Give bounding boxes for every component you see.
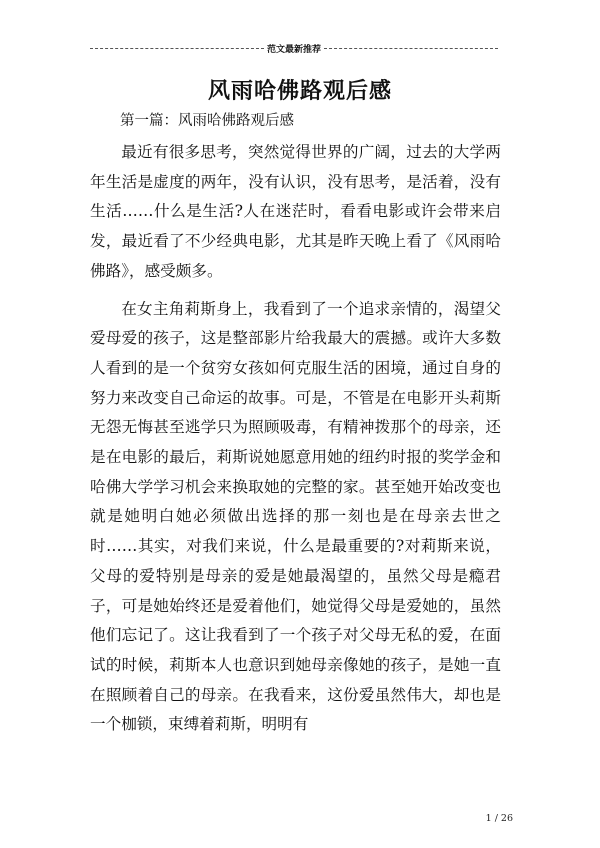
page-header	[90, 42, 498, 54]
document-body	[90, 138, 501, 740]
header-divider-right	[324, 48, 498, 49]
document-title: 风雨哈佛路观后感	[207, 78, 392, 104]
paragraph: 最近有很多思考，突然觉得世界的广阔，过去的大学两年生活是虚度的两年，没有认识，没有思考，是活着，没有生活……什么是生活?人在迷茫时，看看电影或许会带来启发，最近看了不少经典电影，尤其是昨天晚上看了《风雨哈佛路》，感受颇多。	[90, 143, 501, 280]
header-label: 范文最新推荐	[267, 44, 322, 55]
paragraph: 在女主角莉斯身上，我看到了一个追求亲情的，渴望父爱母爱的孩子，这是整部影片给我最大的震撼。或许大多数人看到的是一个贫穷女孩如何克服生活的困境，通过自身的努力来改变自己命运的故事。可是，不管是在电影开头莉斯无怨无悔甚至逃学只为照顾吸毒，有精神拨那个的母亲，还是在电影的最后，莉斯说她愿意用她的纽约时报的奖学金和哈佛大学学习机会来换取她的完整的家。甚至她开始改变也就是她明白她必须做出选择的那一刻也是在母亲去世之时……其实，对我们来说，什么是最重要的?对莉斯来说，父母的爱特别是母亲的爱是她最渴望的，虽然父母是瘾君子，可是她始终还是爱着他们，她觉得父母是爱她的，虽然他们忘记了。这让我看到了一个孩子对父母无私的爱，在面试的时候，莉斯本人也意识到她母亲像她的孩子，是她一直在照顾着自己的母亲。在我看来，这份爱虽然伟大，却也是一个枷锁，束缚着莉斯，明明有	[90, 299, 501, 734]
page-number: 1 / 26	[485, 813, 513, 824]
section-title: 第一篇：风雨哈佛路观后感	[120, 113, 294, 129]
header-divider-left	[90, 48, 264, 49]
